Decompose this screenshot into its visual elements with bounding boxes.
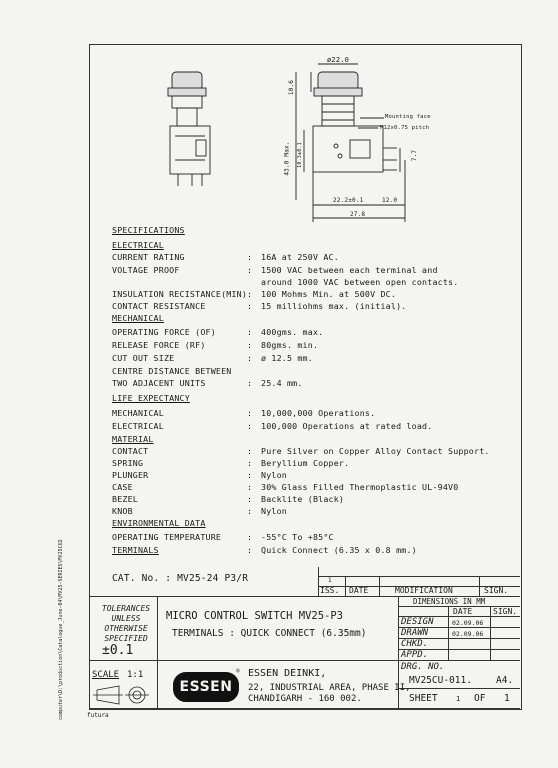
spec-value: Nylon xyxy=(261,470,287,480)
company-city: CHANDIGARH - 160 002. xyxy=(248,694,362,704)
date-col: DATE xyxy=(453,607,473,616)
mechanical-heading: MECHANICAL xyxy=(112,313,164,323)
dim-knob-height: 10.6 xyxy=(288,79,296,96)
spec-label: KNOB xyxy=(112,506,133,516)
spec-label: TWO ADJACENT UNITS xyxy=(112,378,206,388)
spec-value: Pure Silver on Copper Alloy Contact Support. xyxy=(261,446,490,456)
spec-label: CASE xyxy=(112,482,133,492)
drawing-number: MV25CU-011. xyxy=(409,675,472,686)
material-heading: MATERIAL xyxy=(112,434,154,444)
spec-label: CONTACT xyxy=(112,446,149,456)
registered-icon: ® xyxy=(236,668,240,675)
design-label: DESIGN xyxy=(401,617,434,627)
electrical-heading: ELECTRICAL xyxy=(112,240,164,250)
spec-label: MECHANICAL xyxy=(112,408,164,418)
spec-value: 25.4 mm. xyxy=(261,378,303,388)
sheet-size: A4. xyxy=(496,675,514,686)
approved-label: APPD. xyxy=(401,650,429,660)
spec-value: 16A at 250V AC. xyxy=(261,252,339,262)
tolerance-value: ±0.1 xyxy=(102,643,134,658)
label-thread: M12x0.75 pitch xyxy=(380,125,430,131)
tolerances-label: UNLESS xyxy=(111,614,141,623)
scale-label: SCALE xyxy=(92,670,120,680)
tolerances-label: TOLERANCES xyxy=(101,604,151,613)
dim-diameter: ø22.0 xyxy=(327,56,350,64)
env-heading: ENVIRONMENTAL DATA xyxy=(112,518,206,528)
spec-value: 1500 VAC between each terminal and xyxy=(261,265,438,275)
spec-value: 30% Glass Filled Thermoplastic UL-94V0 xyxy=(261,482,459,492)
sheet-total: 1 xyxy=(504,693,510,704)
spec-label: VOLTAGE PROOF xyxy=(112,265,180,275)
tolerances-label: OTHERWISE xyxy=(104,624,148,633)
file-path: computer\D:\production\Catalogue_June-04\MV25-SERIES\MV25CU2 xyxy=(58,539,64,720)
specs-heading: SPECIFICATIONS xyxy=(112,225,185,235)
dims-unit: DIMENSIONS IN MM xyxy=(413,597,486,606)
spec-value: 15 milliohms max. (initial). xyxy=(261,301,407,311)
footer-label: futura xyxy=(87,712,109,719)
drawing-title: MICRO CONTROL SWITCH MV25-P3 xyxy=(166,610,344,622)
of-label: OF xyxy=(474,693,486,704)
catalogue-number: CAT. No. : MV25-24 P3/R xyxy=(112,573,249,584)
modification-header: MODIFICATION xyxy=(395,586,453,595)
spec-label: PLUNGER xyxy=(112,470,149,480)
spec-label: CURRENT RATING xyxy=(112,252,185,262)
iss-header: ISS. xyxy=(320,586,340,595)
drawing-sheet: ø22.0 10.6 43.0 Max. 10.3±0.1 22.2±0.1 12.0 27.8 7.7 Mounting face M12x0.75 pitch SPECIFICATIONS ELECTRICAL CURRENT RATING : 16A at 250V AC. VOLTAGE PROOF : 1500 VAC between each terminal and around 1000 VAC between open contacts. INSULATION RECISTANCE(MIN) : 100 Mohms Min. at 500V DC. CONTACT RESISTANCE : 15 milliohms max. (initial). MECHANICAL OPERATING FORCE (OF) : 400gms. max. RELEASE FORCE (RF) : 80gms. min. CUT OUT SIZE : ø 12.5 mm. CENTRE DISTANCE BETWEEN TWO ADJACENT UNITS : 25.4 mm. LIFE EXPECTANCY MECHANICAL : 10,000,000 Operations. ELECTRICAL : 100,000 Operations at rated load. MATERIAL CONTACT : Pure Silver on Copper Alloy Contact Support. SPRING : Beryllium Copper. PLUNGER : Nylon CASE : 30% Glass Filled Thermoplastic UL-94V0 BEZEL : Backlite (Black) KNOB : Nylon ENVIRONMENTAL DATA OPERATING TEMPERATURE : -55°C To +85°C TERMINALS : Quick Connect (6.35 x 0.8 mm.) CAT. No. : MV25-24 P3/R 1 ISS. DATE MODIFICATION SIGN. TOLERANCES UNLESS OTHERWISE SPECIFIED ±0.1 MICRO CONTROL SWITCH MV25-P3 TERMINALS : QUICK CONNECT (6.35mm) DIMENSIONS IN MM DATE SIGN. DESIGN 02.09.06 DRAWN 02.09.06 CHKD. APPD. DRG. NO. MV25CU-011. A4. SHEET 1 OF 1 SCALE 1:1 ESSEN ® ESSEN DEINKI, 22, INDUSTRIAL AREA, PHASE II, CHANDIGARH - 160 002. computer\D:\production\Catalogue_June-04\MV25-SERIES\MV25CU2 futura xyxy=(0,0,558,768)
drawing-subtitle: TERMINALS : QUICK CONNECT (6.35mm) xyxy=(172,628,367,639)
spec-value: 400gms. max. xyxy=(261,327,324,337)
spec-value: Beryllium Copper. xyxy=(261,458,350,468)
terminals-value: Quick Connect (6.35 x 0.8 mm.) xyxy=(261,545,417,555)
essen-logo xyxy=(173,672,239,702)
spec-label: CUT OUT SIZE xyxy=(112,353,175,363)
spec-label: CENTRE DISTANCE BETWEEN xyxy=(112,366,232,376)
spec-label: RELEASE FORCE (RF) xyxy=(112,340,206,350)
spec-value: 10,000,000 Operations. xyxy=(261,408,376,418)
spec-value: ø 12.5 mm. xyxy=(261,353,313,363)
spec-value: 100 Mohms Min. at 500V DC. xyxy=(261,289,397,299)
drawn-label: DRAWN xyxy=(401,628,429,638)
terminals-label: TERMINALS xyxy=(112,545,159,555)
spec-value: 100,000 Operations at rated load. xyxy=(261,421,433,431)
spec-label: CONTACT RESISTANCE xyxy=(112,301,206,311)
design-date: 02.09.06 xyxy=(452,619,484,627)
sheet-number: 1 xyxy=(456,695,461,703)
drawn-date: 02.09.06 xyxy=(452,630,484,638)
dim-body-offset: 10.3±0.1 xyxy=(296,142,303,168)
date-header: DATE xyxy=(349,586,369,595)
spec-value: Nylon xyxy=(261,506,287,516)
rev-number: 1 xyxy=(328,577,332,584)
company-address: 22, INDUSTRIAL AREA, PHASE II, xyxy=(248,683,411,693)
scale-value: 1:1 xyxy=(127,670,144,680)
spec-value: -55°C To +85°C xyxy=(261,532,334,542)
label-mounting-face: Mounting face xyxy=(385,114,431,120)
sign-col: SIGN. xyxy=(493,607,518,616)
drg-no-label: DRG. NO. xyxy=(401,662,445,672)
dim-overall-height: 43.0 Max. xyxy=(283,141,291,176)
tolerances-label: SPECIFIED xyxy=(104,634,148,643)
spec-label: SPRING xyxy=(112,458,144,468)
dim-width-27: 27.8 xyxy=(350,211,366,218)
spec-value: 80gms. min. xyxy=(261,340,319,350)
spec-value: Backlite (Black) xyxy=(261,494,345,504)
dim-width-22: 22.2±0.1 xyxy=(333,197,364,204)
dim-terminal: 7.7 xyxy=(411,149,419,162)
spec-label: OPERATING TEMPERATURE xyxy=(112,532,222,542)
spec-label: ELECTRICAL xyxy=(112,421,164,431)
checked-label: CHKD. xyxy=(401,639,429,649)
company-name: ESSEN DEINKI, xyxy=(248,668,327,679)
spec-value: around 1000 VAC between open contacts. xyxy=(261,277,459,287)
sheet-label: SHEET xyxy=(409,693,438,704)
logo-text: ESSEN xyxy=(179,679,233,695)
projection-symbol-icon xyxy=(93,684,153,706)
dim-width-12: 12.0 xyxy=(382,197,398,204)
sign-header: SIGN. xyxy=(484,586,509,595)
spec-label: BEZEL xyxy=(112,494,138,504)
spec-label: OPERATING FORCE (OF) xyxy=(112,327,216,337)
spec-label: INSULATION RECISTANCE(MIN) xyxy=(112,289,248,299)
life-heading: LIFE EXPECTANCY xyxy=(112,393,190,403)
